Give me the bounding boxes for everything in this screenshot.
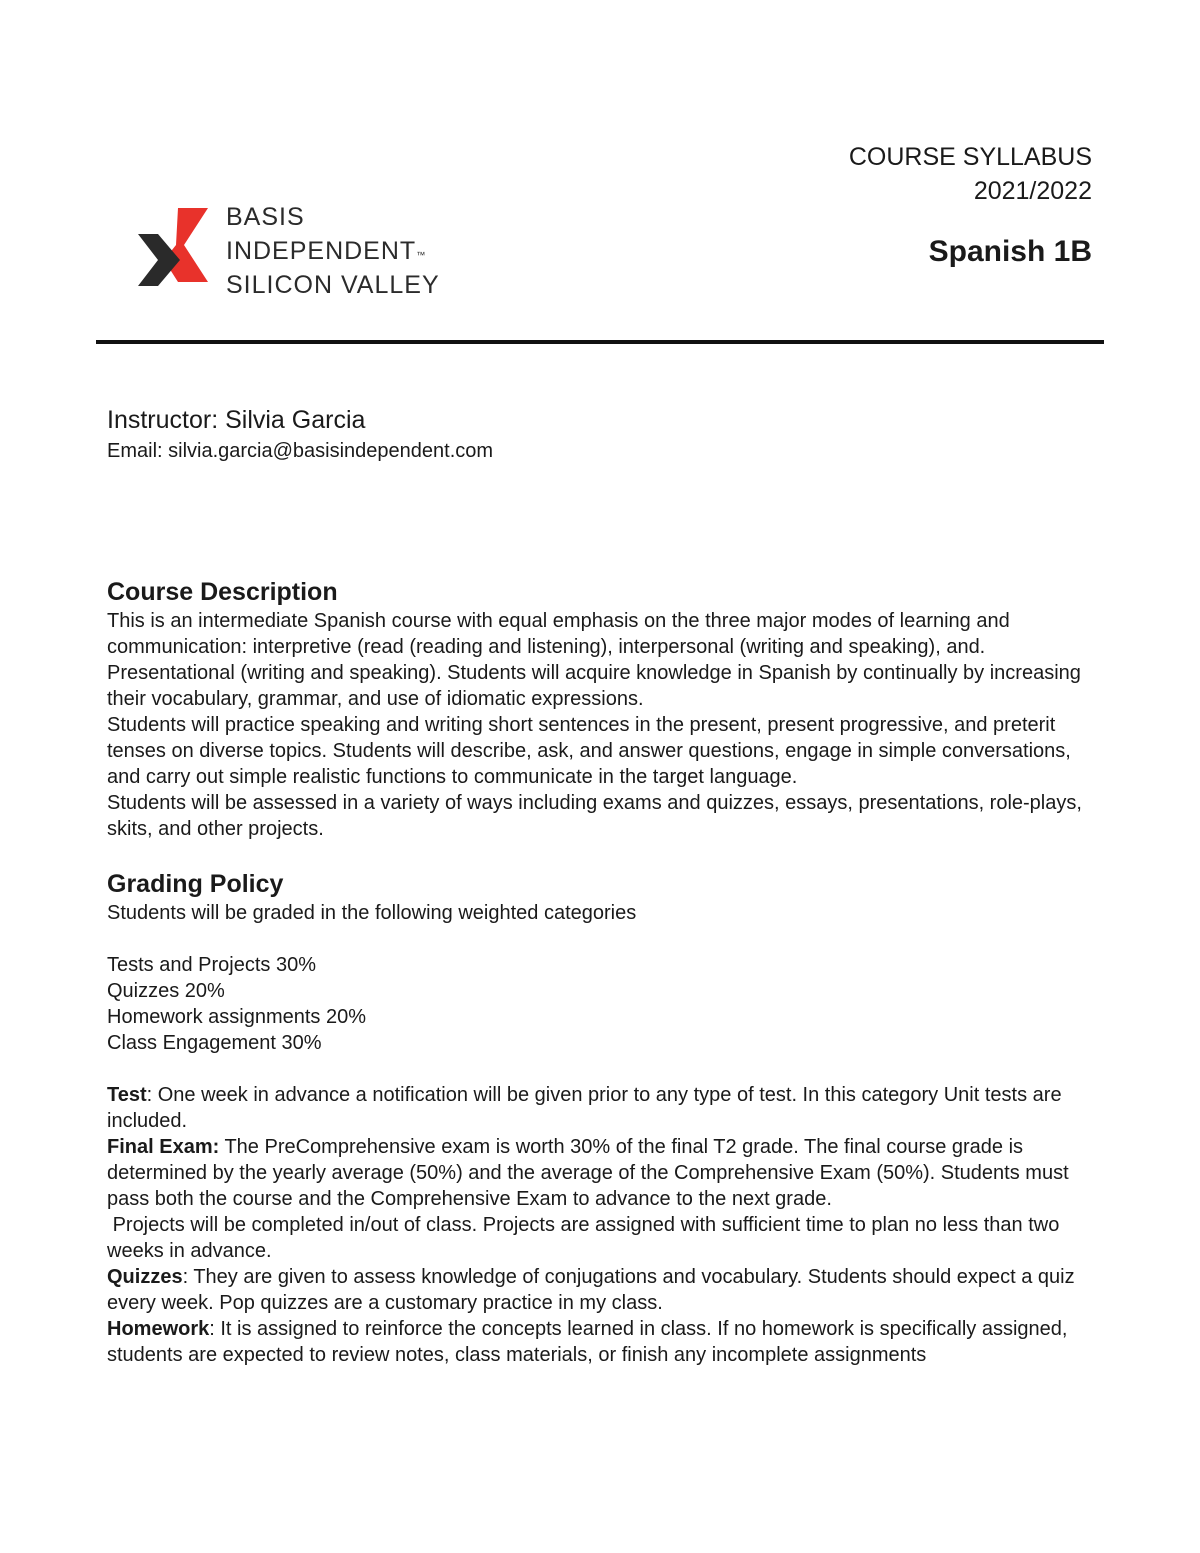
header-divider [96, 340, 1104, 344]
final-exam-policy: Final Exam: The PreComprehensive exam is worth 30% of the final T2 grade. The final course grade is determined by the yearly average (50%) and the average of the Comprehensive Exam (50%). Students must pass both the course and the Comprehensive Exam to advance to the next grade. [107, 1136, 1069, 1210]
school-logo-icon [136, 200, 212, 290]
test-policy: Test: One week in advance a notification will be given prior to any type of test. In this category Unit tests are included. [107, 1084, 1062, 1132]
quizzes-policy: Quizzes: They are given to assess knowledge of conjugations and vocabulary. Students should expect a quiz every week. Pop quizzes are a customary practice in my class. [107, 1266, 1075, 1314]
final-exam-label: Final Exam: [107, 1136, 220, 1158]
quizzes-label: Quizzes [107, 1266, 183, 1288]
description-paragraph: This is an intermediate Spanish course with equal emphasis on the three major modes of learning and communication: interpretive (read (reading and listening), interpersonal (writing and speaking), and. Presentational (writing and speaking). Students will acquire knowledge in Spanish by continually by increasing their vocabulary, grammar, and use of idiomatic expressions. [107, 610, 1081, 710]
logo-dark-chevron [138, 234, 180, 286]
syllabus-title: COURSE SYLLABUS [848, 143, 1092, 171]
email-address: silvia.garcia@basisindependent.com [168, 440, 494, 462]
grading-intro: Students will be graded in the following weighted categories [107, 902, 637, 924]
school-year: 2021/2022 [973, 177, 1092, 205]
logo-line-basis: BASIS [226, 203, 305, 231]
logo-line-independent: INDEPENDENT™ [226, 237, 426, 265]
course-name: Spanish 1B [928, 235, 1092, 268]
course-description-heading: Course Description [107, 578, 338, 606]
email-label: Email: [107, 440, 163, 462]
school-logo-text [226, 200, 440, 302]
instructor-name: Instructor: Silvia Garcia [107, 406, 366, 434]
grading-category: Homework assignments 20% [107, 1006, 366, 1028]
instructor-email [107, 438, 1097, 464]
grading-category: Tests and Projects 30% [107, 954, 316, 976]
course-description [107, 608, 1097, 842]
homework-label: Homework [107, 1318, 210, 1340]
grading-category: Class Engagement 30% [107, 1032, 322, 1054]
projects-policy: Projects will be completed in/out of class. Projects are assigned with sufficient time to plan no less than two weeks in advance. [107, 1214, 1065, 1262]
homework-policy: Homework: It is assigned to reinforce the concepts learned in class. If no homework is specifically assigned, students are expected to review notes, class materials, or finish any incomplete assignments [107, 1318, 1068, 1366]
logo-line-silicon-valley: SILICON VALLEY [226, 271, 440, 299]
grading-policy [107, 900, 1097, 1368]
grading-policy-heading: Grading Policy [107, 870, 284, 898]
test-label: Test [107, 1084, 147, 1106]
description-paragraph: Students will be assessed in a variety of ways including exams and quizzes, essays, presentations, role-plays, skits, and other projects. [107, 792, 1082, 840]
description-paragraph: Students will practice speaking and writing short sentences in the present, present progressive, and preterit tenses on diverse topics. Students will describe, ask, and answer questions, engage in simple conversations, and carry out simple realistic functions to communicate in the target language. [107, 714, 1071, 788]
grading-category: Quizzes 20% [107, 980, 225, 1002]
